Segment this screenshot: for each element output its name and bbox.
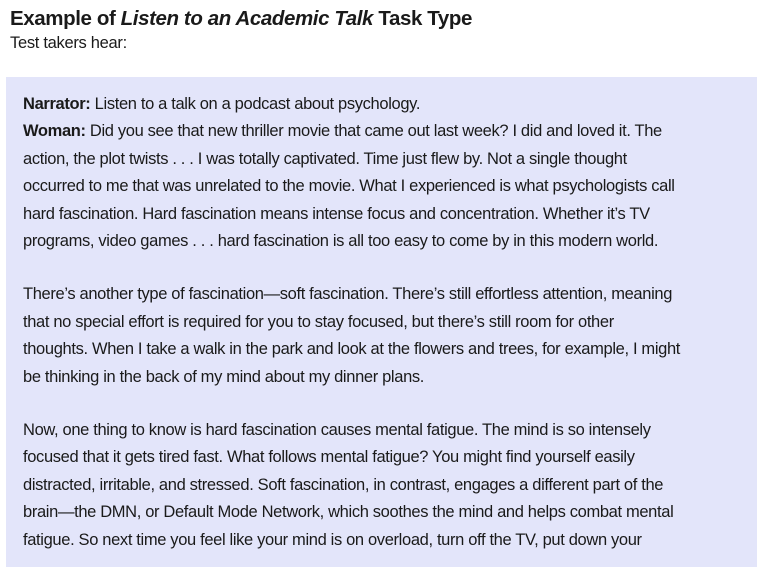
transcript-box [6, 77, 757, 567]
woman-text: Did you see that new thriller movie that came out last week? I did and loved it. The [85, 122, 662, 141]
woman-line [23, 118, 739, 145]
paragraph2-line: that no special effort is required for you to stay focused, but there’s still room for other [23, 312, 614, 331]
title-task-name: Listen to an Academic Talk [120, 7, 374, 30]
paragraph3-line: brain—the DMN, or Default Mode Network, which soothes the mind and helps combat mental [23, 503, 674, 522]
paragraph-gap [23, 255, 739, 281]
paragraph3-line: distracted, irritable, and stressed. Soft fascination, in contrast, engages a different part of the [23, 475, 664, 494]
title-prefix: Example of [10, 7, 121, 30]
narrator-text: Listen to a talk on a podcast about psychology. [90, 95, 421, 113]
paragraph-gap [23, 391, 739, 417]
paragraph1-line: action, the plot twists . . . I was totally captivated. Time just flew by. Not a single thought [23, 149, 627, 168]
paragraph1-line: programs, video games . . . hard fascination is all too easy to come by in this modern world. [23, 232, 659, 251]
page-title [10, 6, 472, 32]
subtitle: Test takers hear: [10, 34, 127, 52]
woman-label: Woman: [23, 122, 86, 141]
paragraph3-line: focused that it gets tired fast. What follows mental fatigue? You might find yourself easily [23, 448, 635, 467]
paragraph2-line: thoughts. When I take a walk in the park and look at the flowers and trees, for example, I might [23, 340, 681, 359]
narrator-line [23, 91, 739, 118]
narrator-label: Narrator: [23, 95, 91, 113]
paragraph1-line: hard fascination. Hard fascination means intense focus and concentration. Whether it’s TV [23, 204, 650, 223]
title-suffix: Task Type [373, 7, 472, 30]
paragraph2-line: be thinking in the back of my mind about my dinner plans. [23, 367, 425, 386]
paragraph2-line: There’s another type of fascination—soft fascination. There’s still effortless attention, meaning [23, 285, 673, 304]
paragraph3-line: Now, one thing to know is hard fascination causes mental fatigue. The mind is so intensely [23, 421, 651, 440]
paragraph3-line: fatigue. So next time you feel like your mind is on overload, turn off the TV, put down your [23, 530, 642, 549]
paragraph1-line: occurred to me that was unrelated to the movie. What I experienced is what psychologists call [23, 177, 675, 196]
